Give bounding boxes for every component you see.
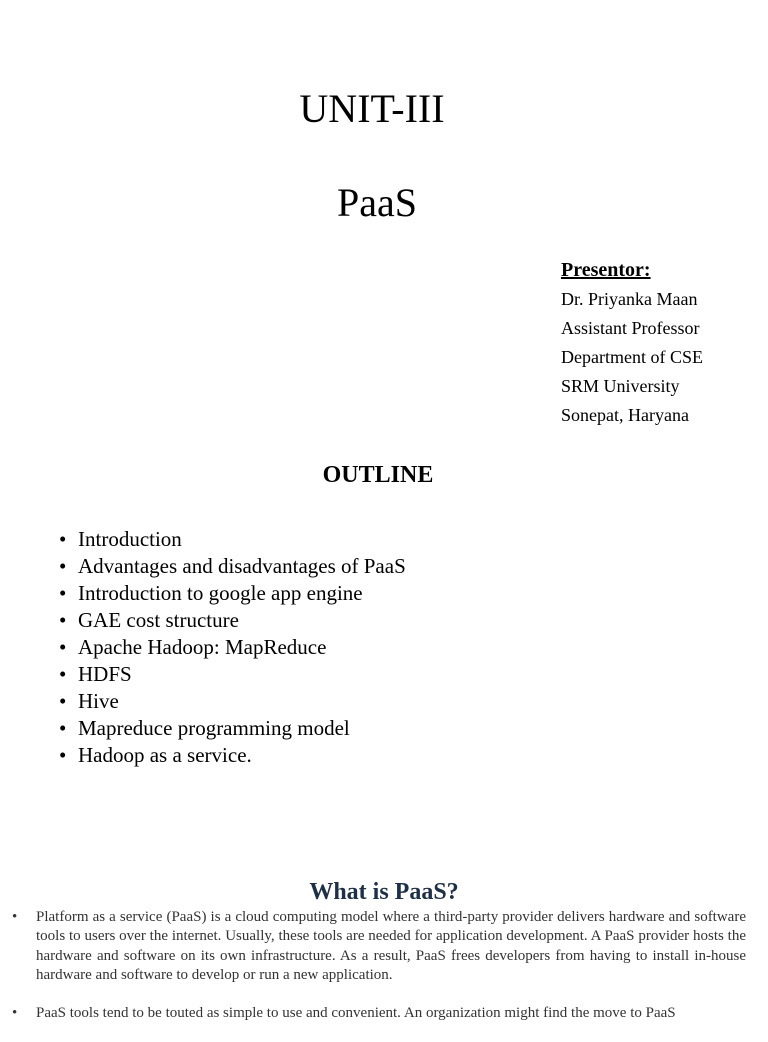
bullet-icon: • xyxy=(59,716,67,740)
presenter-designation: Assistant Professor xyxy=(561,318,700,338)
outline-heading: OUTLINE xyxy=(322,462,434,488)
bullet-icon: • xyxy=(59,608,67,632)
paas-paragraph: • PaaS tools tend to be touted as simple to use and convenient. An organization might find the move to PaaS xyxy=(12,1004,746,1023)
bullet-icon: • xyxy=(12,1005,18,1022)
subject-title: PaaS xyxy=(337,180,417,225)
outline-item: • HDFS xyxy=(59,662,132,686)
bullet-icon: • xyxy=(59,662,67,686)
outline-item: • Introduction xyxy=(59,527,182,551)
what-is-paas-heading: What is PaaS? xyxy=(309,879,459,905)
paas-paragraph: • Platform as a service (PaaS) is a cloud computing model where a third-party provider delivers hardware and software tools to users over the internet. Usually, these tools are needed for application development. A PaaS provider hosts the hardware and software on its own infrastructure. As a result, PaaS frees developers from having to install in-house hardware and software to develop or run a new application. xyxy=(12,909,746,983)
bullet-icon: • xyxy=(59,581,67,605)
bullet-icon: • xyxy=(59,527,67,551)
presenter-university: SRM University xyxy=(561,376,680,396)
outline-item: • Advantages and disadvantages of PaaS xyxy=(59,554,406,578)
presenter-location: Sonepat, Haryana xyxy=(561,405,689,425)
outline-item: • Mapreduce programming model xyxy=(59,716,350,740)
paas-paragraph-list xyxy=(12,908,746,1042)
bullet-icon: • xyxy=(12,909,18,925)
presenter-name: Dr. Priyanka Maan xyxy=(561,289,698,309)
presenter-block xyxy=(561,256,703,430)
presenter-heading: Presentor: xyxy=(561,259,651,281)
outline-item: • Hive xyxy=(59,689,119,713)
outline-item: • GAE cost structure xyxy=(59,608,239,632)
presenter-department: Department of CSE xyxy=(561,347,703,367)
unit-title: UNIT-III xyxy=(299,86,445,131)
outline-item: • Apache Hadoop: MapReduce xyxy=(59,635,327,659)
outline-item: • Introduction to google app engine xyxy=(59,581,363,605)
bullet-icon: • xyxy=(59,554,67,578)
outline-item: • Hadoop as a service. xyxy=(59,743,252,767)
bullet-icon: • xyxy=(59,635,67,659)
bullet-icon: • xyxy=(59,689,67,713)
outline-list xyxy=(56,526,406,769)
bullet-icon: • xyxy=(59,743,67,767)
